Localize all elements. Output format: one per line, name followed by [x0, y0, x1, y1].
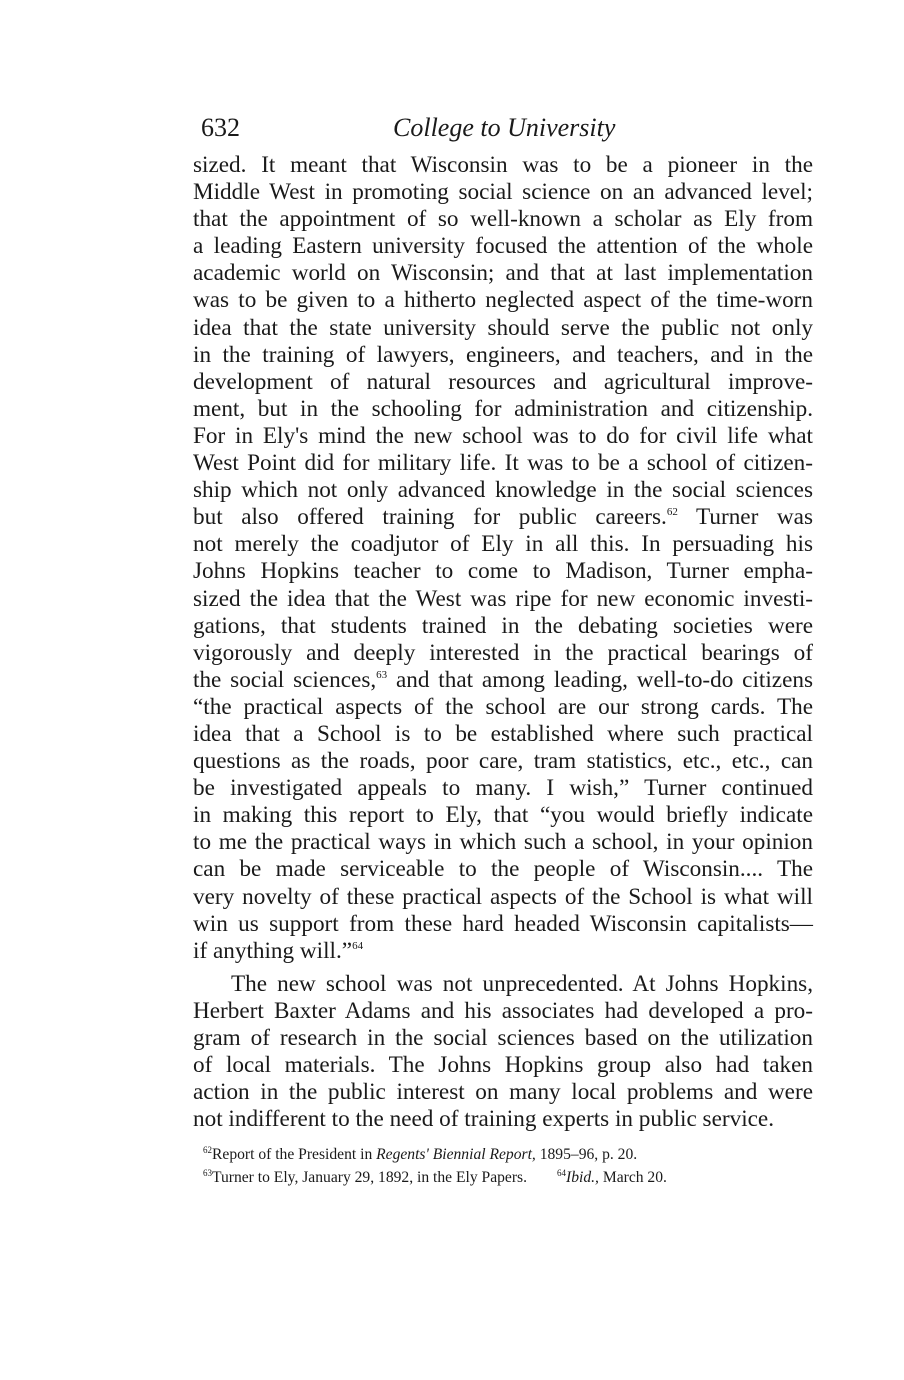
text-line: sized. It meant that Wisconsin was to be a pioneer in the: [193, 152, 813, 178]
text-line: idea that a School is to be established where such practical: [193, 720, 813, 747]
text-fragment: the social sciences,: [193, 666, 377, 693]
text-line: Middle West in promoting social science on an advanced level;: [193, 179, 813, 206]
text-line: not indifferent to the need of training experts in public service.: [193, 1106, 775, 1133]
paragraph-2: [193, 971, 813, 1134]
footnote-62: [193, 1143, 813, 1166]
text-fragment: but also offered training for public careers.: [193, 504, 667, 531]
text-line: that the appointment of so well-known a scholar as Ely from: [193, 206, 813, 233]
footnote-italic: Regents' Biennial Report,: [376, 1146, 536, 1163]
footnote-italic: Ibid.,: [566, 1169, 599, 1186]
footnote-text: 1895–96, p. 20.: [535, 1146, 638, 1163]
footnotes: [193, 1143, 813, 1189]
footnote-63-64: [193, 1166, 813, 1189]
text-line: was to be given to a hitherto neglected aspect of the time-worn: [193, 287, 813, 314]
text-line: sized the idea that the West was ripe for new economic investi-: [193, 585, 813, 612]
text-line: ship which not only advanced knowledge in the social sciences: [193, 477, 813, 504]
footnote-ref-62: 62: [666, 506, 678, 519]
text-line: ment, but in the schooling for administration and citizenship.: [193, 395, 813, 422]
footnote-ref-63: 63: [376, 668, 388, 681]
text-fragment: Turner was: [677, 504, 813, 531]
text-line: Herbert Baxter Adams and his associates had developed a pro-: [193, 997, 813, 1024]
text-line: vigorously and deeply interested in the practical bearings of: [193, 639, 813, 666]
text-line: [193, 938, 813, 965]
text-line: [193, 667, 813, 694]
text-line: not merely the coadjutor of Ely in all this. In persuading his: [193, 531, 813, 558]
text-line: For in Ely's mind the new school was to do for civil life what: [193, 422, 813, 449]
page-number: 632: [201, 113, 240, 142]
footnote-marker: 62: [203, 1145, 212, 1155]
text-line: idea that the state university should serve the public not only: [193, 314, 813, 341]
text-line: academic world on Wisconsin; and that at last implementation: [193, 260, 813, 287]
text-line: a leading Eastern university focused the attention of the whole: [193, 233, 813, 260]
text-line: action in the public interest on many local problems and were: [193, 1079, 813, 1106]
footnote-ref-64: 64: [352, 939, 364, 952]
running-title: College to University: [393, 113, 616, 142]
page-header: [193, 108, 813, 148]
footnote-marker: 63: [203, 1168, 212, 1178]
text-line: development of natural resources and agricultural improve-: [193, 368, 813, 395]
text-line: can be made serviceable to the people of Wisconsin.... The: [193, 856, 813, 883]
text-line: [193, 504, 813, 531]
text-fragment: and that among leading, well-to-do citizens: [387, 666, 813, 693]
text-line: be investigated appeals to many. I wish,” Turner continued: [193, 775, 813, 802]
text-line: gram of research in the social sciences based on the utilization: [193, 1025, 813, 1051]
footnote-text: Turner to Ely, January 29, 1892, in the Ely Papers.: [212, 1169, 528, 1186]
text-line: very novelty of these practical aspects of the School is what will: [193, 883, 813, 910]
text-line: win us support from these hard headed Wisconsin capitalists—: [193, 910, 813, 937]
footnote-marker: 64: [557, 1168, 567, 1178]
text-line: “the practical aspects of the school are our strong cards. The: [193, 693, 813, 720]
body-text: [193, 152, 813, 1133]
text-line: gations, that students trained in the debating societies were: [193, 612, 813, 639]
footnote-text: March 20.: [598, 1169, 667, 1186]
paragraph-1: [193, 152, 813, 965]
text-line: West Point did for military life. It was to be a school of citizen-: [193, 450, 813, 477]
text-line: to me the practical ways in which such a school, in your opinion: [193, 829, 813, 856]
text-line: Johns Hopkins teacher to come to Madison, Turner empha-: [193, 558, 813, 585]
text-line: in making this report to Ely, that “you would briefly indicate: [193, 802, 813, 829]
text-line: questions as the roads, poor care, tram statistics, etc., etc., can: [193, 748, 813, 775]
text-line: of local materials. The Johns Hopkins group also had taken: [193, 1052, 813, 1079]
footnote-text: Report of the President in: [212, 1146, 377, 1163]
text-line: in the training of lawyers, engineers, and teachers, and in the: [193, 341, 813, 368]
text-fragment: if anything will.”: [193, 937, 353, 964]
text-line: The new school was not unprecedented. At Johns Hopkins,: [231, 970, 813, 997]
